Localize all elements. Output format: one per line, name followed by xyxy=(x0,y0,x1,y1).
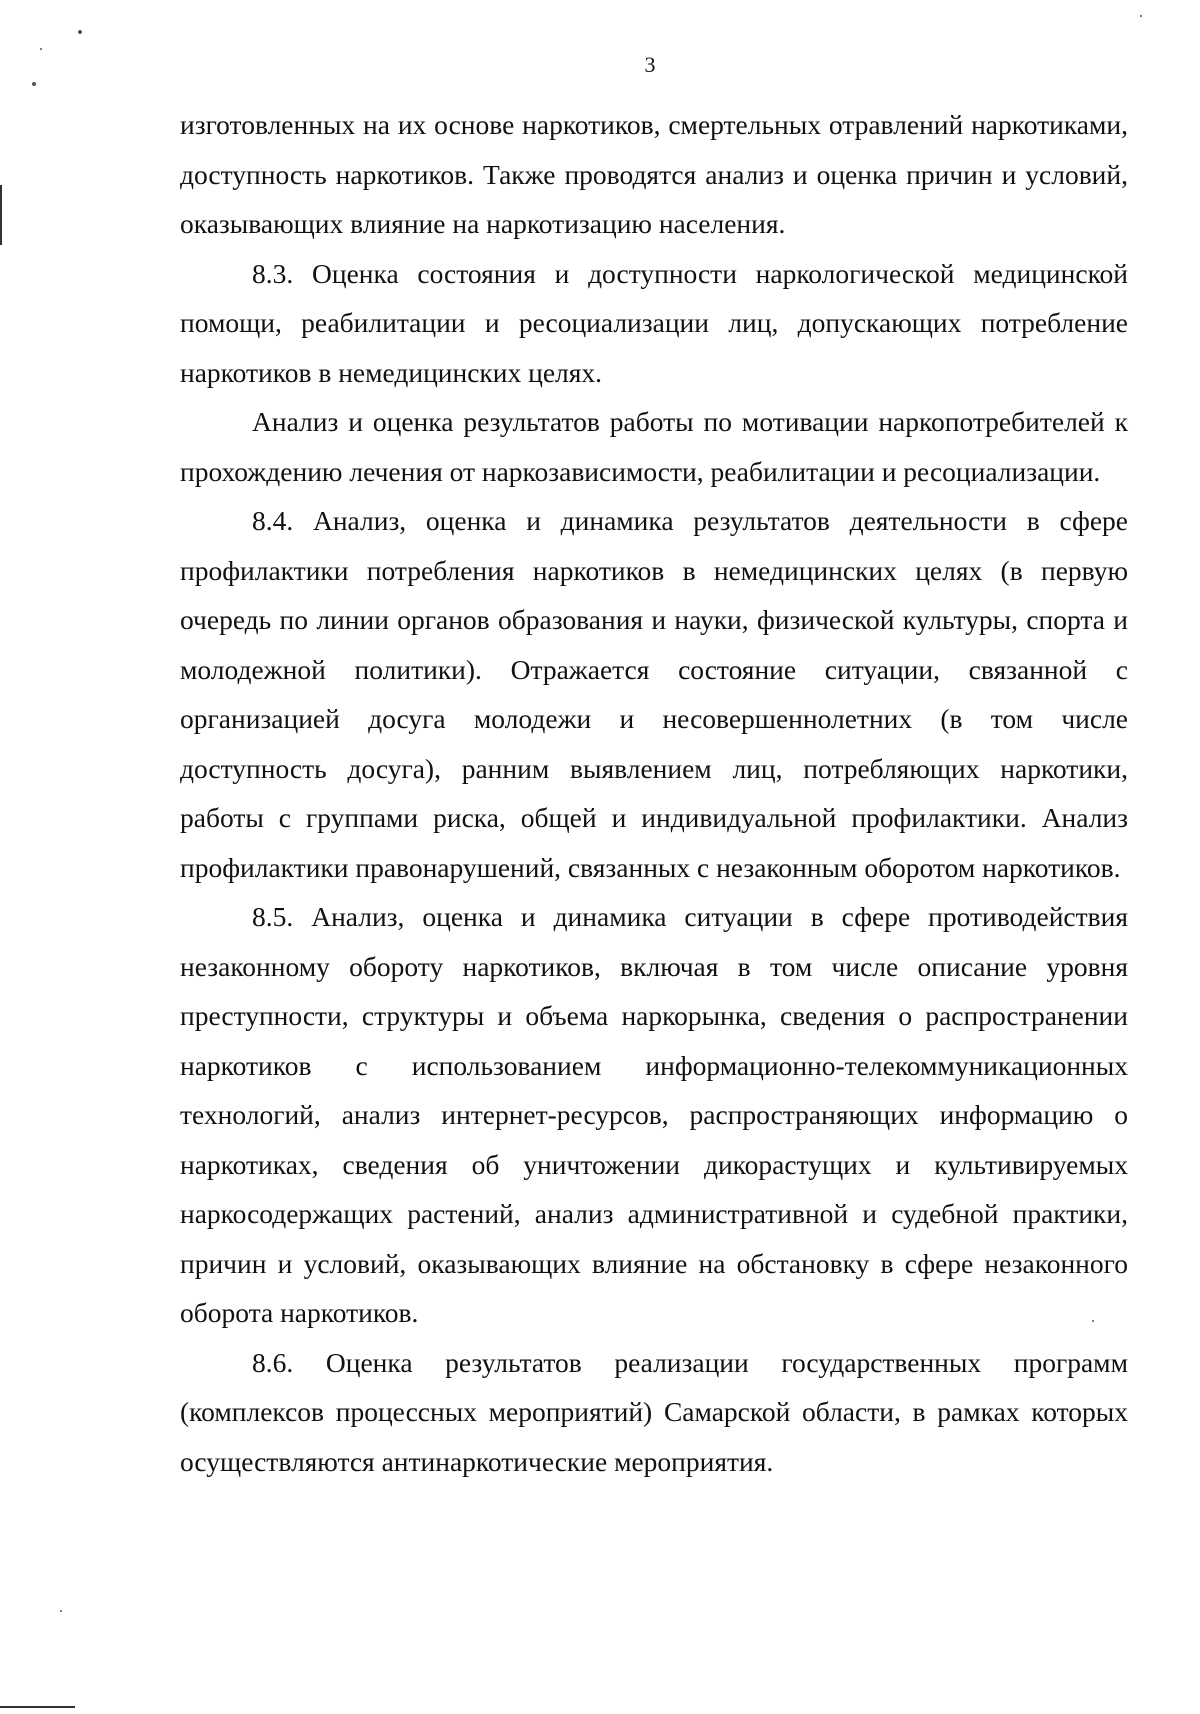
scan-speck xyxy=(60,1610,62,1612)
paragraph-8-6: 8.6. Оценка результатов реализации государственных программ (комплексов процессных мероприятий) Самарской области, в рамках которых осуществляются антинаркотические мероприятия. xyxy=(180,1346,1128,1477)
scan-edge-line xyxy=(0,1706,75,1708)
paragraph-8-4: 8.4. Анализ, оценка и динамика результатов деятельности в сфере профилактики потребления наркотиков в немедицинских целях (в первую очередь по линии органов образования и науки, физической культуры, спорта и молодежной политики). Отражается состояние ситуации, связанной с организацией досуга молодежи и несовершеннолетних (в том числе доступность досуга), ранним выявлением лиц, потребляющих наркотики, работы с группами риска, общей и индивидуальной профилактики. Анализ профилактики правонарушений, связанных с незаконным оборотом наркотиков. xyxy=(180,505,1128,883)
scan-edge-line xyxy=(0,185,2,245)
paragraph-8-5: 8.5. Анализ, оценка и динамика ситуации в сфере противодействия незаконному обороту наркотиков, включая в том числе описание уровня преступности, структуры и объема наркорынка, сведения о распространении наркотиков с использованием информационно-телекоммуникационных технологий, анализ интернет-ресурсов, распространяющих информацию о наркотиках, сведения об уничтожении дикорастущих и культивируемых наркосодержащих растений, анализ административной и судебной практики, причин и условий, оказывающих влияние на обстановку в сфере незаконного оборота наркотиков. xyxy=(180,901,1128,1328)
document-body xyxy=(180,100,1128,1486)
page-number: 3 xyxy=(644,52,656,77)
scan-speck xyxy=(1140,15,1142,17)
scan-speck xyxy=(32,82,36,86)
paragraph-continuation: изготовленных на их основе наркотиков, смертельных отравлений наркотиками, доступность наркотиков. Также проводятся анализ и оценка причин и условий, оказывающих влияние на наркотизацию населения. xyxy=(180,109,1128,239)
scan-speck xyxy=(1092,1320,1094,1322)
paragraph-8-3: 8.3. Оценка состояния и доступности наркологической медицинской помощи, реабилитации и ресоциализации лиц, допускающих потребление наркотиков в немедицинских целях. xyxy=(180,257,1128,388)
scan-speck xyxy=(78,30,82,34)
scan-speck xyxy=(40,48,42,50)
paragraph-motivation-analysis: Анализ и оценка результатов работы по мотивации наркопотребителей к прохождению лечения от наркозависимости, реабилитации и ресоциализации. xyxy=(180,406,1128,487)
